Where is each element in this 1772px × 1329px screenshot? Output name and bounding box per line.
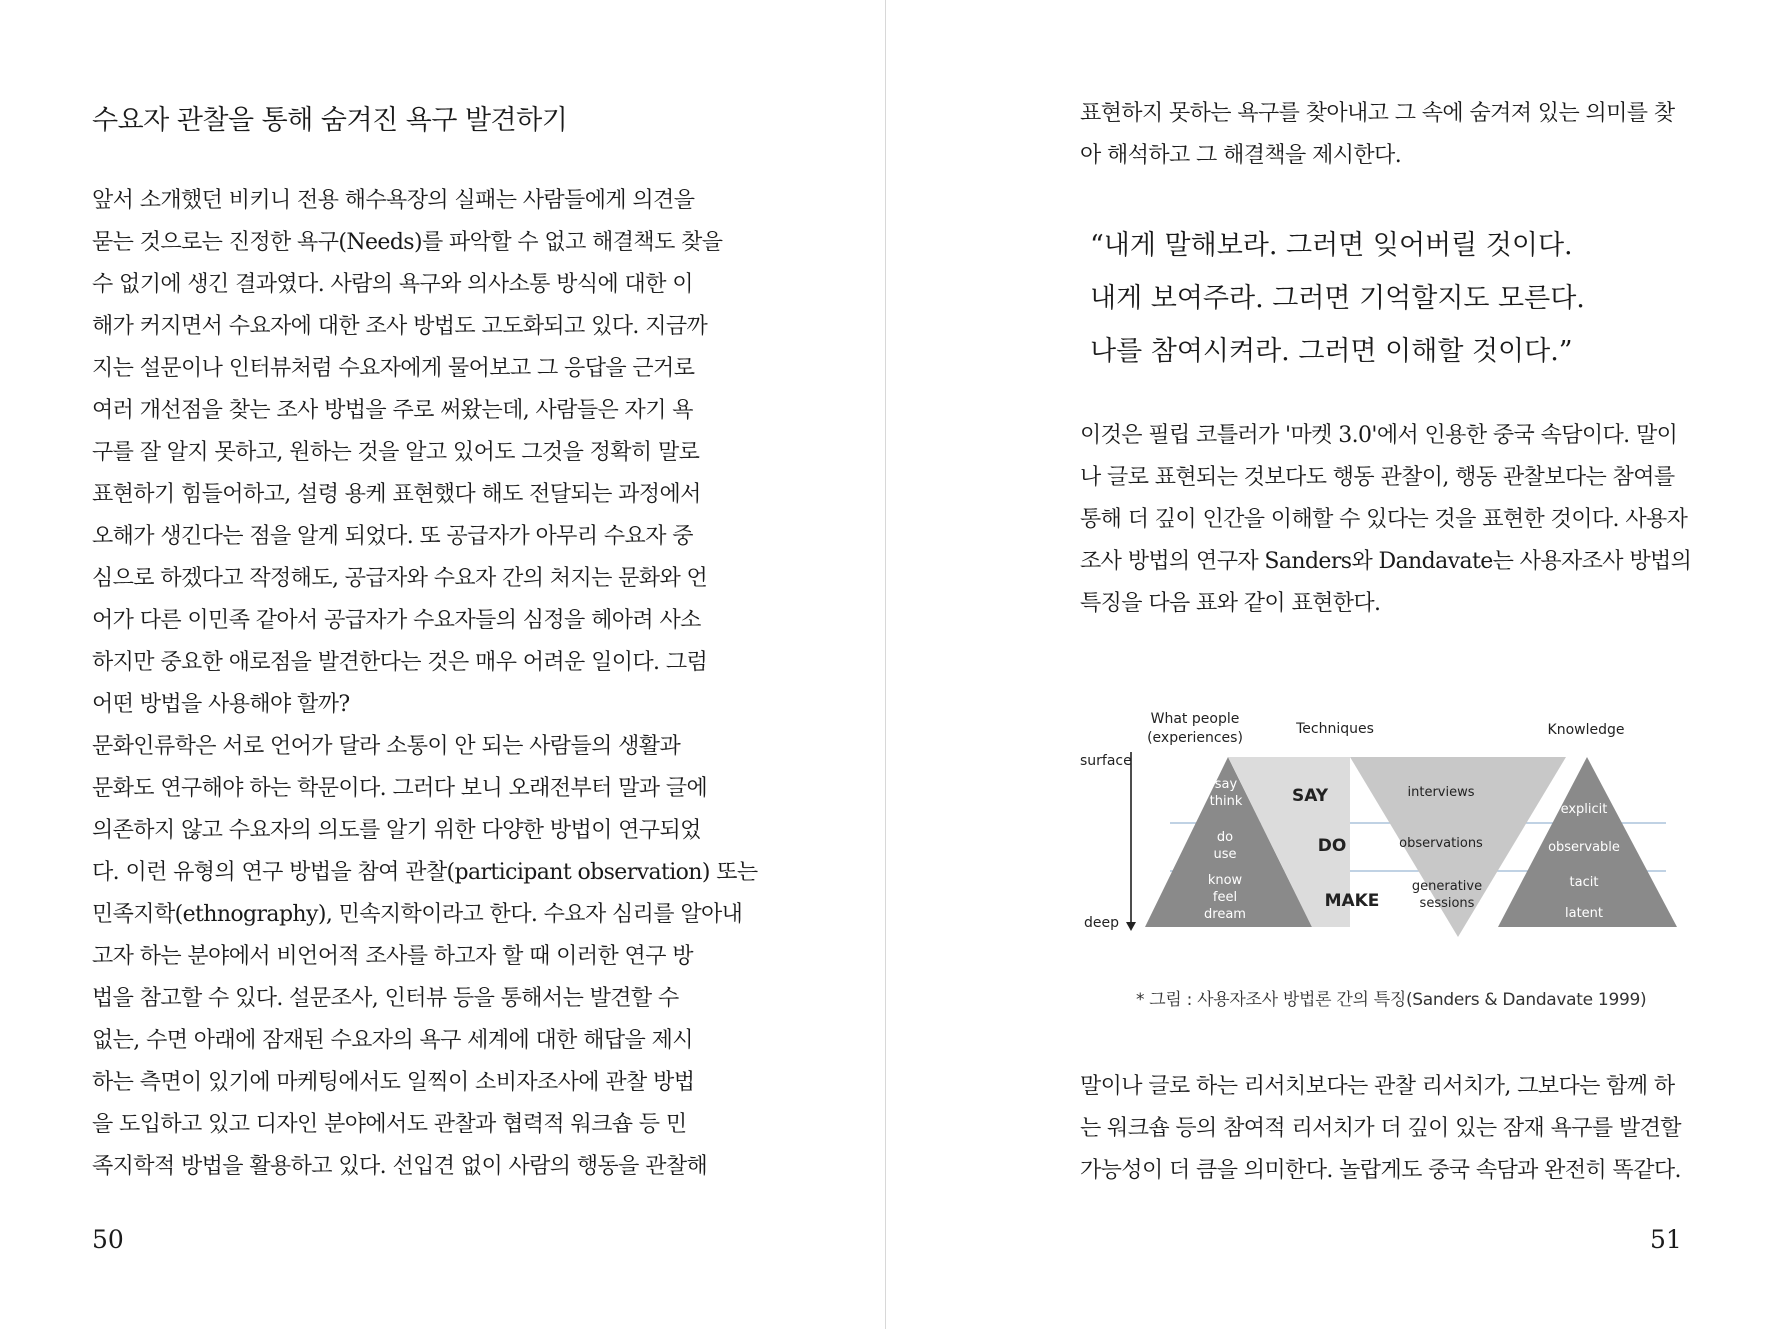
text-line: 표현하지 못하는 욕구를 찾아내고 그 속에 숨겨져 있는 의미를 찾	[1080, 101, 1675, 126]
text-line: 조사 방법의 연구자 Sanders와 Dandavate는 사용자조사 방법의	[1080, 549, 1692, 574]
page-number-right: 51	[1650, 1225, 1682, 1254]
text-line: 통해 더 깊이 인간을 이해할 수 있다는 것을 표현한 것이다. 사용자	[1080, 507, 1688, 532]
research-methods-figure	[1080, 700, 1690, 940]
label-know: know	[1207, 873, 1243, 888]
page-number-left: 50	[92, 1225, 124, 1254]
label-do: do	[1216, 830, 1234, 845]
right-bottom-text	[1080, 1066, 1680, 1192]
text-line: 아 해석하고 그 해결책을 제시한다.	[1080, 143, 1402, 168]
proverb-quote	[1090, 219, 1585, 378]
knowledge-observable: observable	[1548, 840, 1620, 855]
text-line: 지는 설문이나 인터뷰처럼 수요자에게 물어보고 그 응답을 근거로	[92, 356, 695, 381]
technique-sessions: sessions	[1419, 896, 1475, 911]
text-line: 심으로 하겠다고 작정해도, 공급자와 수요자 간의 처지는 문화와 언	[92, 566, 708, 591]
text-line: 여러 개선점을 찾는 조사 방법을 주로 써왔는데, 사람들은 자기 욕	[92, 398, 693, 423]
right-middle-text	[1080, 415, 1692, 625]
text-line: 이것은 필립 코틀러가 '마켓 3.0'에서 인용한 중국 속담이다. 말이	[1080, 423, 1678, 448]
depth-axis-arrow	[1126, 922, 1136, 931]
text-line: 하지만 중요한 애로점을 발견한다는 것은 매우 어려운 일이다. 그럼	[92, 650, 708, 675]
text-line: 표현하기 힘들어하고, 설령 용케 표현했다 해도 전달되는 과정에서	[92, 482, 701, 507]
text-line: 는 워크숍 등의 참여적 리서치가 더 깊이 있는 잠재 욕구를 발견할	[1080, 1116, 1681, 1141]
text-line: 내게 보여주라. 그러면 기억할지도 모른다.	[1090, 283, 1585, 314]
figure-caption: * 그림 : 사용자조사 방법론 간의 특징(Sanders & Dandavate 1999)	[1136, 990, 1647, 1010]
text-line: 나를 참여시켜라. 그러면 이해할 것이다.”	[1090, 336, 1573, 367]
text-line: 없는, 수면 아래에 잠재된 수요자의 욕구 세계에 대한 해답을 제시	[92, 1028, 693, 1053]
text-line: 족지학적 방법을 활용하고 있다. 선입견 없이 사람의 행동을 관찰해	[92, 1154, 708, 1179]
label-say: say	[1214, 777, 1238, 792]
technique-observations: observations	[1399, 836, 1483, 851]
figure-graphic	[1080, 700, 1690, 940]
knowledge-explicit: explicit	[1560, 802, 1608, 817]
knowledge-tacit: tacit	[1569, 875, 1599, 890]
text-line: 특징을 다음 표와 같이 표현한다.	[1080, 591, 1381, 616]
label-think: think	[1209, 794, 1243, 809]
text-line: 묻는 것으로는 진정한 욕구(Needs)를 파악할 수 없고 해결책도 찾을	[92, 230, 723, 255]
mode-say: SAY	[1291, 786, 1329, 806]
text-line: 어떤 방법을 사용해야 할까?	[92, 692, 350, 717]
text-line: 문화인류학은 서로 언어가 달라 소통이 안 되는 사람들의 생활과	[92, 734, 681, 759]
left-body-text	[92, 180, 758, 1188]
text-line: 어가 다른 이민족 같아서 공급자가 수요자들의 심정을 헤아려 사소	[92, 608, 701, 633]
mode-do: DO	[1317, 836, 1347, 856]
text-line: 고자 하는 분야에서 비언어적 조사를 하고자 할 때 이러한 연구 방	[92, 944, 693, 969]
text-line: 구를 잘 알지 못하고, 원하는 것을 알고 있어도 그것을 정확히 말로	[92, 440, 700, 465]
header-what-people-2: (experiences)	[1147, 730, 1243, 746]
text-line: 나 글로 표현되는 것보다도 행동 관찰이, 행동 관찰보다는 참여를	[1080, 465, 1675, 490]
text-line: 하는 측면이 있기에 마케팅에서도 일찍이 소비자조사에 관찰 방법	[92, 1070, 695, 1095]
label-feel: feel	[1212, 890, 1238, 905]
text-line: 해가 커지면서 수요자에 대한 조사 방법도 고도화되고 있다. 지금까	[92, 314, 708, 339]
text-line: 문화도 연구해야 하는 학문이다. 그러다 보니 오래전부터 말과 글에	[92, 776, 708, 801]
text-line: “내게 말해보라. 그러면 잊어버릴 것이다.	[1090, 230, 1573, 261]
technique-generative: generative	[1411, 879, 1483, 894]
label-dream: dream	[1204, 907, 1246, 922]
right-top-text	[1080, 93, 1680, 177]
label-use: use	[1213, 847, 1237, 862]
text-line: 민족지학(ethnography), 민속지학이라고 한다. 수요자 심리를 알아내	[92, 902, 743, 927]
header-knowledge: Knowledge	[1547, 722, 1625, 738]
knowledge-latent: latent	[1564, 906, 1604, 921]
technique-interviews: interviews	[1407, 785, 1475, 800]
header-what-people-1: What people	[1150, 711, 1240, 727]
axis-label-deep: deep	[1084, 915, 1119, 931]
text-line: 말이나 글로 하는 리서치보다는 관찰 리서치가, 그보다는 함께 하	[1080, 1074, 1675, 1099]
text-line: 의존하지 않고 수요자의 의도를 알기 위한 다양한 방법이 연구되었	[92, 818, 701, 843]
axis-label-surface: surface	[1080, 753, 1132, 769]
section-heading: 수요자 관찰을 통해 숨겨진 욕구 발견하기	[92, 105, 568, 136]
text-line: 오해가 생긴다는 점을 알게 되었다. 또 공급자가 아무리 수요자 중	[92, 524, 693, 549]
text-line: 앞서 소개했던 비키니 전용 해수욕장의 실패는 사람들에게 의견을	[92, 188, 695, 213]
text-line: 을 도입하고 있고 디자인 분야에서도 관찰과 협력적 워크숍 등 민	[92, 1112, 687, 1137]
text-line: 다. 이런 유형의 연구 방법을 참여 관찰(participant observation) 또는	[92, 860, 758, 885]
text-line: 법을 참고할 수 있다. 설문조사, 인터뷰 등을 통해서는 발견할 수	[92, 986, 679, 1011]
mode-make: MAKE	[1324, 891, 1380, 911]
left-page	[0, 0, 885, 1329]
text-line: 수 없기에 생긴 결과였다. 사람의 욕구와 의사소통 방식에 대한 이	[92, 272, 693, 297]
header-techniques: Techniques	[1296, 721, 1374, 737]
text-line: 가능성이 더 큼을 의미한다. 놀랍게도 중국 속담과 완전히 똑같다.	[1080, 1158, 1681, 1183]
